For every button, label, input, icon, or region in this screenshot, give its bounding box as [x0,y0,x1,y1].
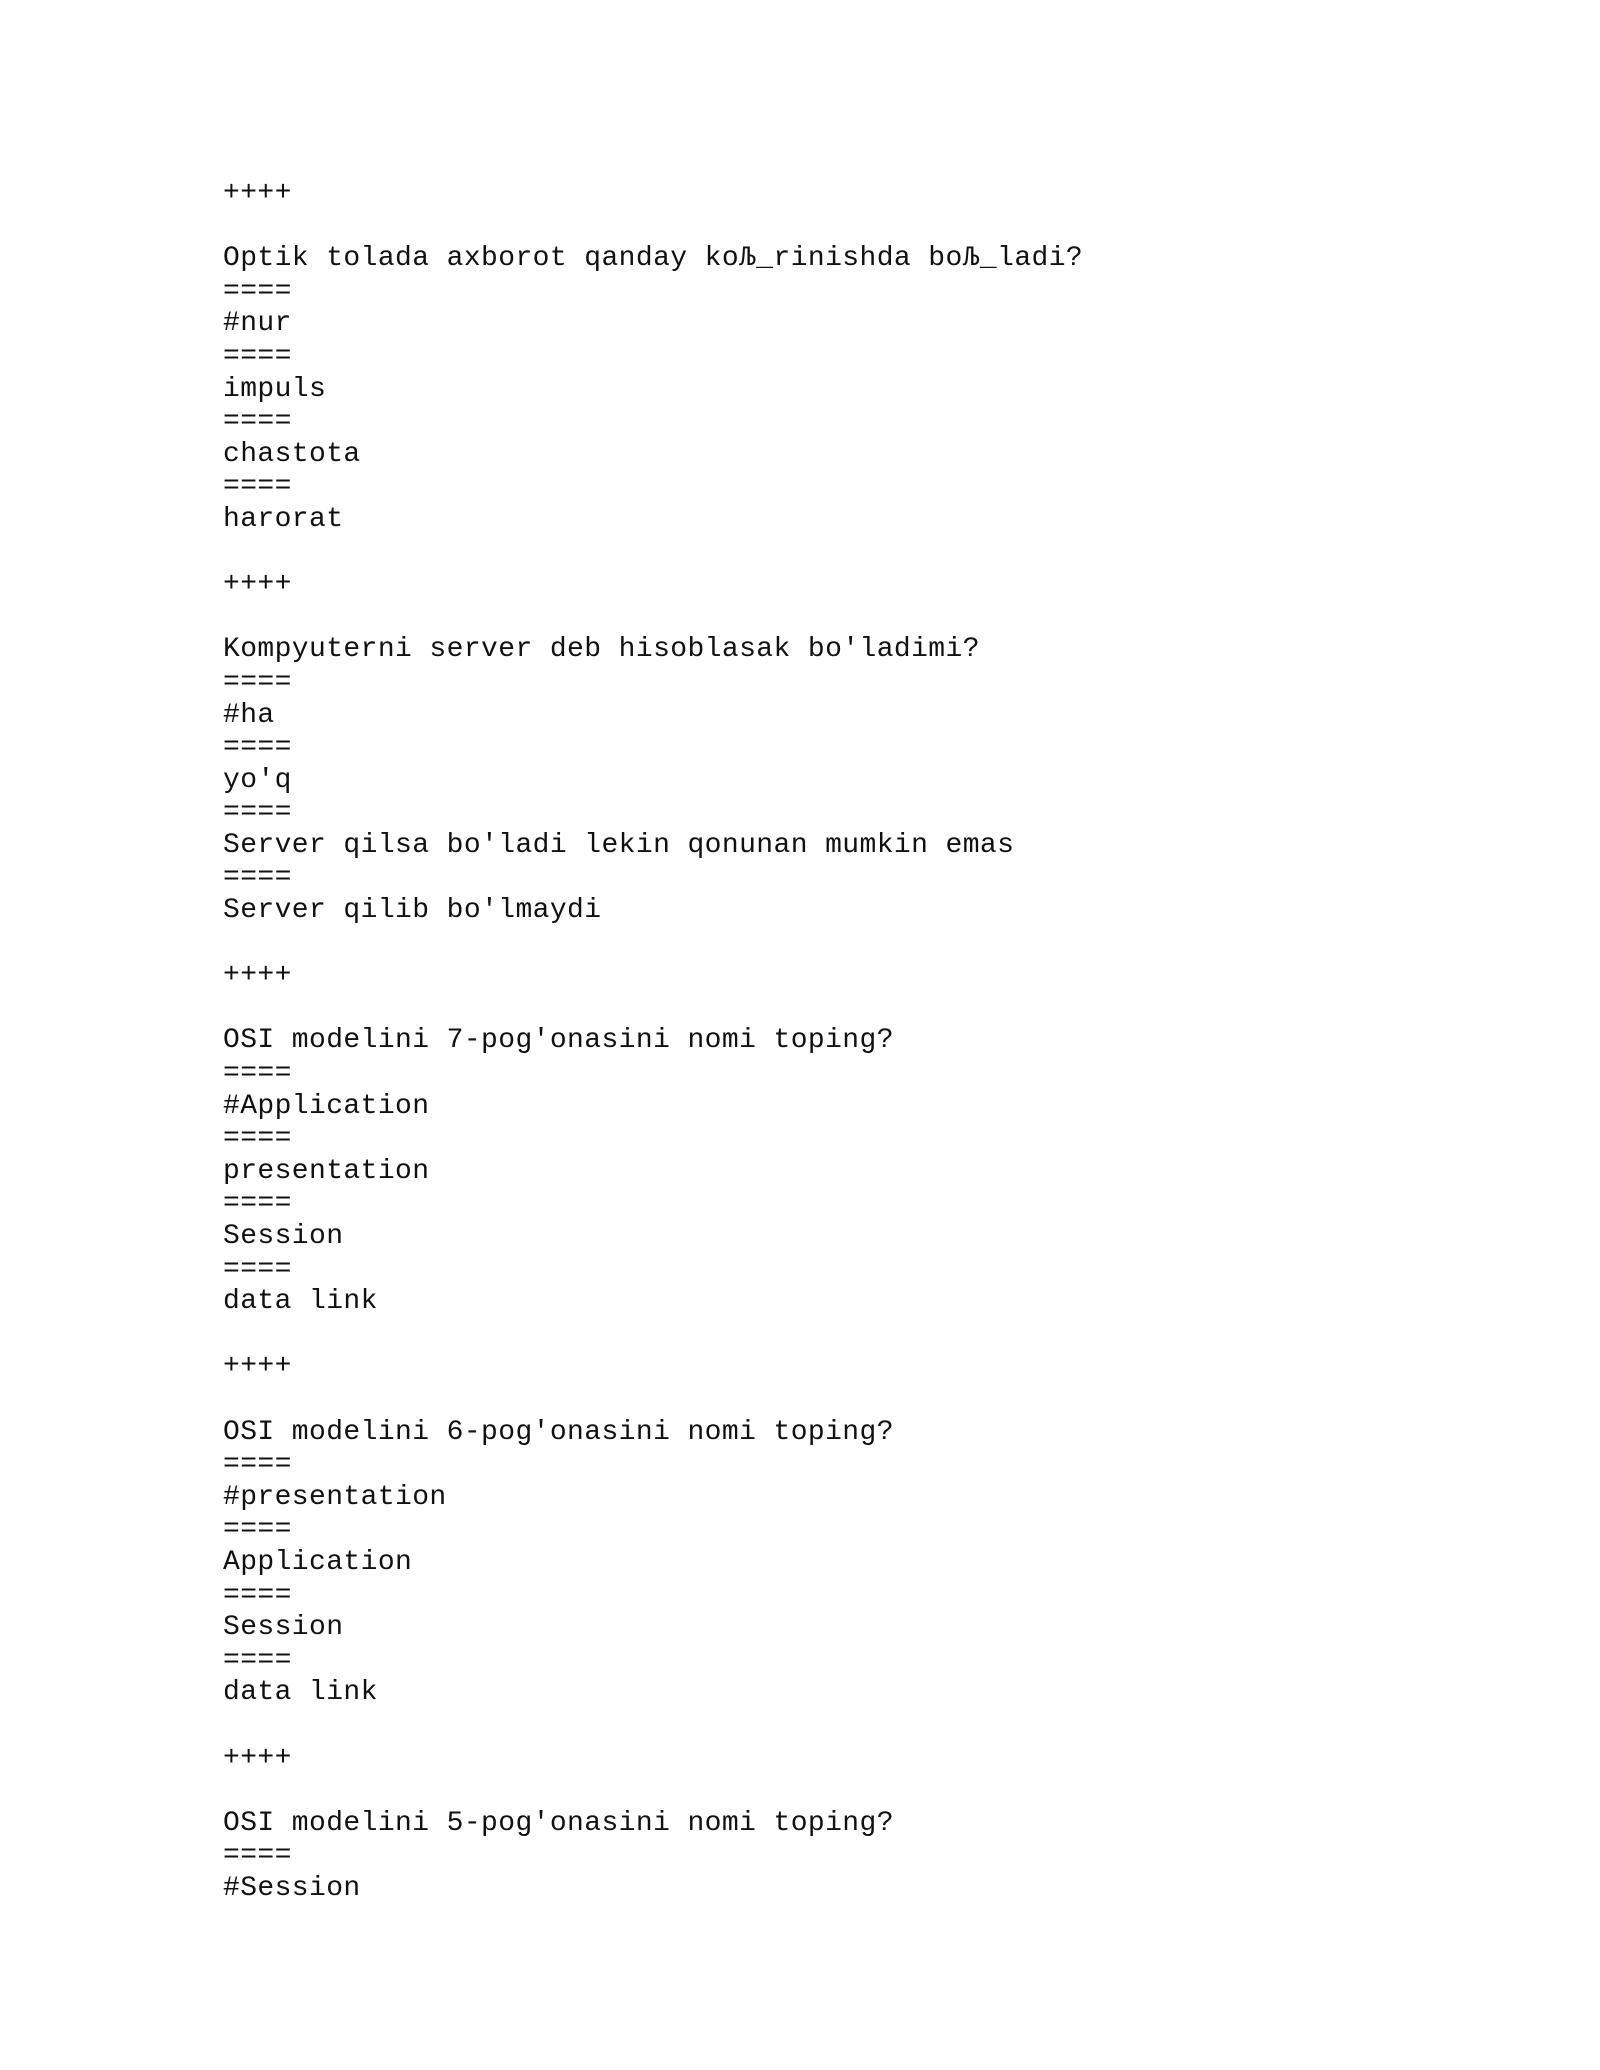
option-separator: ==== [223,471,292,503]
answer-option: Server qilsa bo'ladi lekin qonunan mumkin emas [223,829,1015,861]
blank-line [223,211,1523,244]
question-text: OSI modelini 6-pog'onasini nomi toping? [223,1416,894,1448]
block-separator: ++++ [223,1742,292,1774]
question-text: OSI modelini 7-pog'onasini nomi toping? [223,1025,894,1057]
question-text: Kompyuterni server deb hisoblasak bo'ladimi? [223,634,980,666]
option-separator: ==== [223,862,292,894]
option-separator: ==== [223,1123,292,1155]
option-separator: ==== [223,1579,292,1611]
document-content [223,178,1523,1905]
blank-line [223,602,1523,635]
option-separator: ==== [223,1449,292,1481]
option-separator: ==== [223,275,292,307]
option-separator: ==== [223,1253,292,1285]
answer-option: yo'q [223,764,292,796]
correct-answer: #presentation [223,1481,447,1513]
option-separator: ==== [223,666,292,698]
correct-answer: #ha [223,699,275,731]
answer-option: impuls [223,373,327,405]
option-separator: ==== [223,1058,292,1090]
block-separator: ++++ [223,1351,292,1383]
answer-option: data link [223,1677,378,1709]
option-separator: ==== [223,1840,292,1872]
option-separator: ==== [223,1514,292,1546]
answer-option: presentation [223,1155,430,1187]
correct-answer: #Application [223,1090,430,1122]
blank-line [223,1319,1523,1352]
answer-option: Session [223,1612,344,1644]
option-separator: ==== [223,797,292,829]
blank-line [223,928,1523,961]
blank-line [223,1710,1523,1743]
blank-line [223,537,1523,570]
blank-line [223,1775,1523,1808]
answer-option: Server qilib bo'lmaydi [223,895,602,927]
block-separator: ++++ [223,178,292,209]
block-separator: ++++ [223,569,292,601]
correct-answer: #Session [223,1872,361,1904]
option-separator: ==== [223,406,292,438]
option-separator: ==== [223,1188,292,1220]
answer-option: chastota [223,438,361,470]
question-text: OSI modelini 5-pog'onasini nomi toping? [223,1807,894,1839]
blank-line [223,993,1523,1026]
answer-option: data link [223,1286,378,1318]
answer-option: Session [223,1221,344,1252]
question-text: Optik tolada axborot qanday koЉ_rinishda boЉ_ladi? [223,243,1084,275]
blank-line [223,1384,1523,1417]
option-separator: ==== [223,732,292,764]
answer-option: Application [223,1546,413,1578]
option-separator: ==== [223,1644,292,1676]
option-separator: ==== [223,340,292,372]
correct-answer: #nur [223,308,292,340]
block-separator: ++++ [223,960,292,992]
answer-option: harorat [223,503,344,535]
